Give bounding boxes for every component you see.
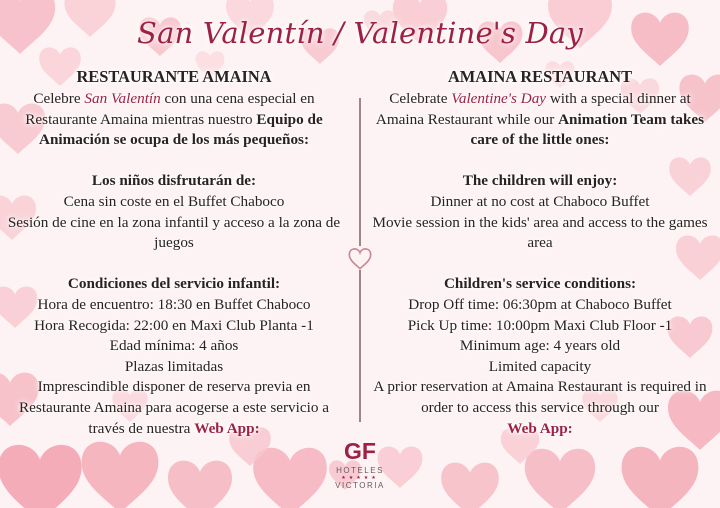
logo-hoteles: HOTELES <box>336 466 384 475</box>
english-condition-line: A prior reservation at Amaina Restaurant is required in order to access this service through our <box>373 378 707 416</box>
english-condition-line: Minimum age: 4 years old <box>459 337 621 355</box>
spanish-heading: RESTAURANTE AMAINA <box>76 67 272 86</box>
english-condition-line: Pick Up time: 10:00pm Maxi Club Floor -1 <box>407 316 673 334</box>
english-kids-line: Movie session in the kids' area and access to the games area <box>372 213 708 252</box>
english-intro <box>368 89 712 151</box>
logo-stars: ★★★★★ <box>341 475 379 481</box>
spanish-condition-line: Plazas limitadas <box>124 357 224 375</box>
divider-line-top <box>359 98 361 246</box>
spanish-condition-line <box>2 377 346 439</box>
logo-victoria: VICTORIA <box>335 481 385 490</box>
divider-line-bottom <box>359 270 361 422</box>
spanish-intro-bold: Equipo de Animación se ocupa de los más pequeños: <box>38 110 323 149</box>
english-intro-bold: Animation Team takes care of the little ones: <box>470 110 705 149</box>
english-kids-line: Dinner at no cost at Chaboco Buffet <box>430 192 650 210</box>
hotel-logo <box>320 438 400 490</box>
spanish-kids-line: Cena sin coste en el Buffet Chaboco <box>63 192 285 210</box>
english-intro-text-2: with a special dinner at Amaina Restaurant while our <box>375 90 691 128</box>
english-intro-em: Valentine's Day <box>451 90 547 107</box>
spanish-kids-line: Sesión de cine en la zona infantil y acceso a la zona de juegos <box>7 213 341 252</box>
english-conditions-heading: Children's service conditions: <box>443 275 637 293</box>
english-kids-heading: The children will enjoy: <box>462 172 618 190</box>
spanish-intro-em: San Valentín <box>84 90 161 107</box>
spanish-web-app-link[interactable]: Web App: <box>194 419 260 437</box>
english-condition-line: Drop Off time: 06:30pm at Chaboco Buffet <box>408 295 672 313</box>
spanish-conditions-heading: Condiciones del servicio infantil: <box>67 275 281 293</box>
english-condition-line: Limited capacity <box>488 357 592 375</box>
spanish-intro <box>2 89 346 151</box>
english-heading: AMAINA RESTAURANT <box>447 67 633 86</box>
page-title: San Valentín / Valentine's Day <box>137 16 583 50</box>
spanish-column <box>2 66 346 439</box>
english-intro-text: Celebrate <box>389 90 452 107</box>
spanish-reservation-text: Imprescindible disponer de reserva previa en Restaurante Amaina para acogerse a este servicio a través de nuestra <box>19 378 329 437</box>
logo-mark-icon <box>339 438 381 464</box>
spanish-condition-line: Edad mínima: 4 años <box>109 337 239 355</box>
spanish-intro-text: Celebre <box>33 90 85 107</box>
spanish-condition-line: Hora Recogida: 22:00 en Maxi Club Planta -1 <box>34 316 314 334</box>
spanish-intro-text-2: con una cena especial en Restaurante Amaina mientras nuestro <box>25 90 315 128</box>
spanish-kids-heading: Los niños disfrutarán de: <box>91 172 257 190</box>
english-web-app-link[interactable]: Web App: <box>507 419 573 437</box>
spanish-condition-line: Hora de encuentro: 18:30 en Buffet Chaboco <box>37 295 311 313</box>
english-column <box>368 66 712 439</box>
svg-text:GF: GF <box>344 438 376 464</box>
